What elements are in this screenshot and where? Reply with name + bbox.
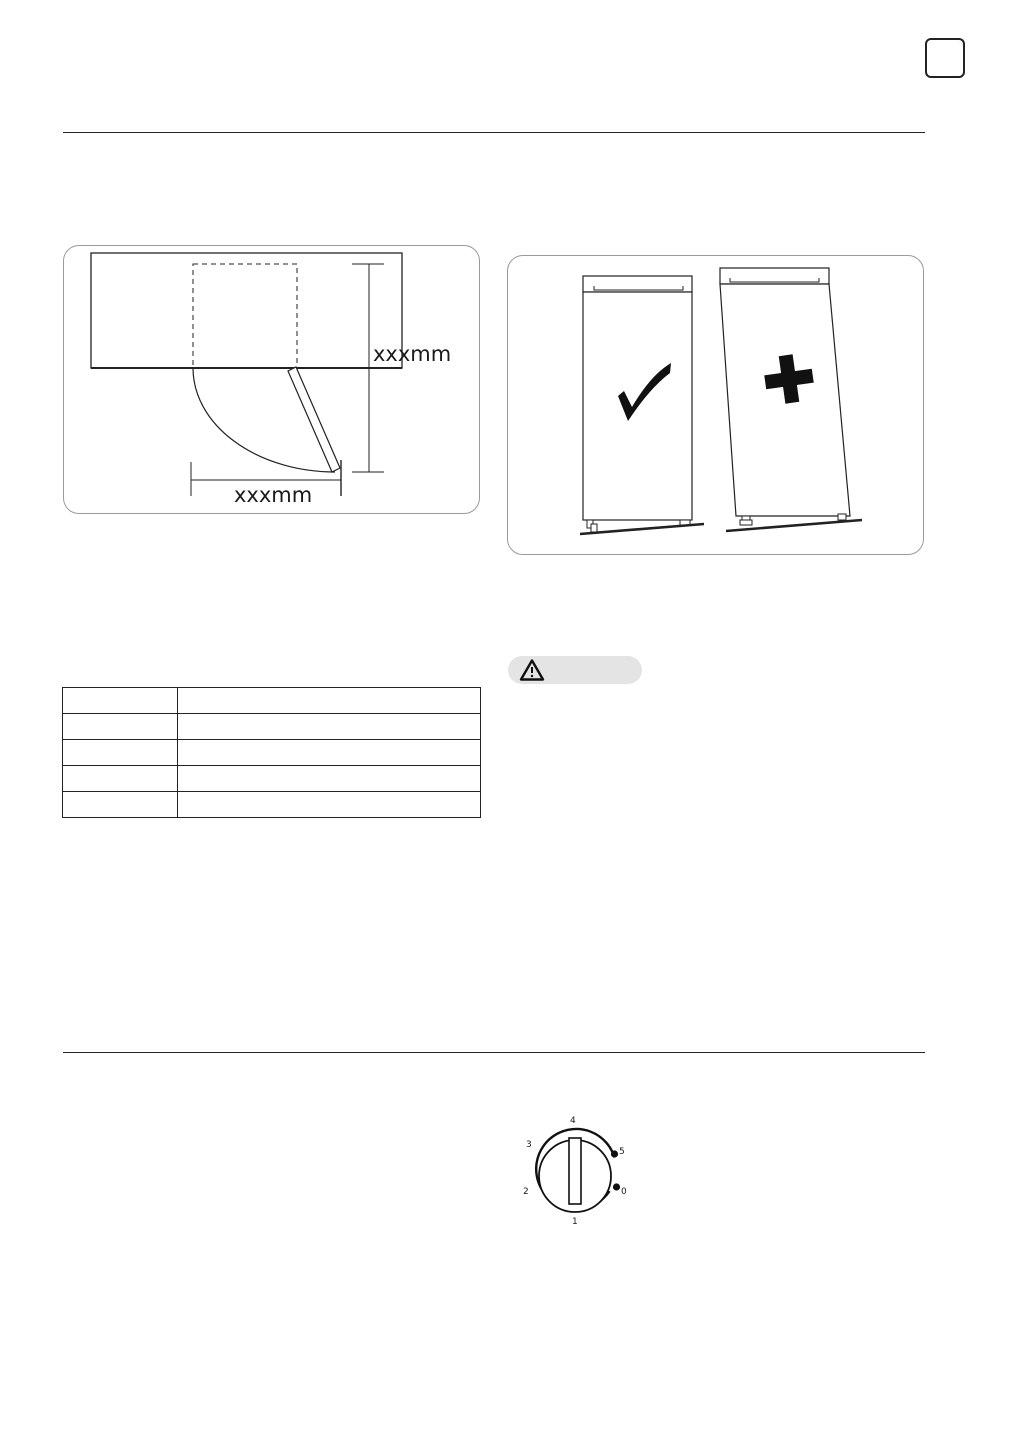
dial-label-0: 0 (621, 1187, 627, 1197)
dial-label-3: 3 (526, 1140, 532, 1150)
warning-badge (508, 656, 642, 684)
thermostat-dial-drawing (515, 1112, 635, 1232)
table-cell (178, 688, 481, 714)
clearance-diagram (63, 245, 480, 514)
table-cell (63, 766, 178, 792)
table-row (63, 740, 481, 766)
height-dimension-label: xxxmm (373, 342, 452, 366)
table-cell (63, 714, 178, 740)
table-cell (178, 792, 481, 818)
table-row (63, 792, 481, 818)
dial-label-2: 2 (523, 1187, 529, 1197)
width-dimension-label: xxxmm (234, 483, 313, 507)
dial-label-1: 1 (572, 1217, 578, 1227)
table-row (63, 766, 481, 792)
dial-label-4: 4 (570, 1116, 576, 1126)
table-cell (63, 792, 178, 818)
table-cell (63, 740, 178, 766)
spec-table (62, 687, 481, 818)
leveling-diagram-drawing (508, 256, 925, 556)
leveling-diagram (507, 255, 924, 555)
table-cell (178, 766, 481, 792)
table-cell (178, 714, 481, 740)
thermostat-dial (515, 1112, 635, 1232)
clearance-diagram-drawing (64, 246, 481, 515)
upright-fridge (580, 276, 704, 534)
section-divider-bottom (63, 1052, 925, 1053)
table-cell (178, 740, 481, 766)
position-dot (613, 1183, 620, 1190)
table-row (63, 714, 481, 740)
table-row (63, 688, 481, 714)
section-divider-top (63, 132, 925, 133)
table-cell (63, 688, 178, 714)
warning-triangle-icon (519, 658, 545, 682)
language-tab (925, 38, 965, 78)
dial-label-5: 5 (619, 1147, 625, 1157)
position-dot (611, 1150, 618, 1157)
